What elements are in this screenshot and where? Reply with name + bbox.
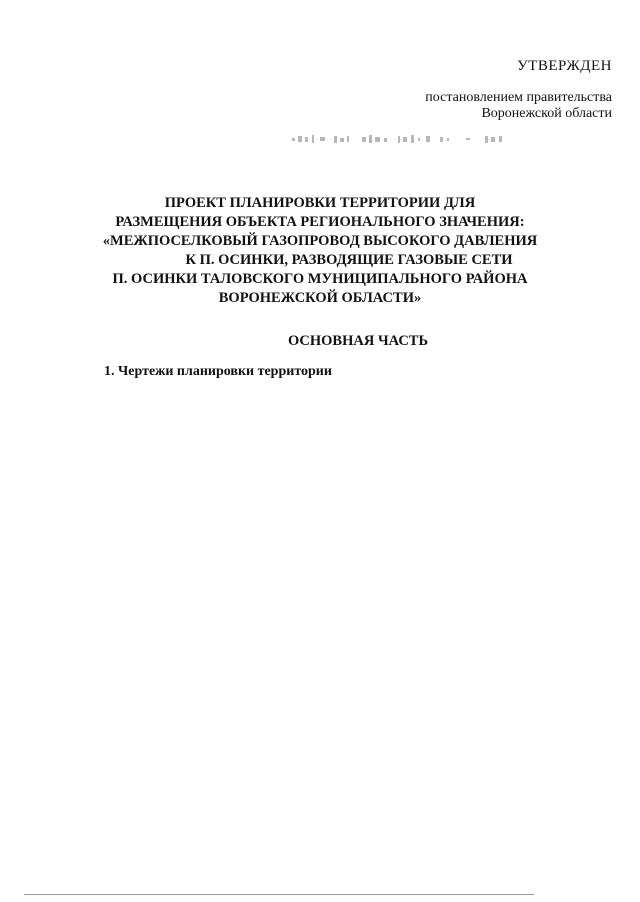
title-line-6: ВОРОНЕЖСКОЙ ОБЛАСТИ» <box>218 290 422 306</box>
title-line-2: РАЗМЕЩЕНИЯ ОБЪЕКТА РЕГИОНАЛЬНОГО ЗНАЧЕНИЯ: <box>115 214 525 230</box>
approval-text-line2: Воронежской области <box>481 106 612 121</box>
bottom-divider <box>24 894 534 895</box>
document-title <box>60 194 580 308</box>
section-heading: ОСНОВНАЯ ЧАСТЬ <box>287 333 429 349</box>
title-line-5: П. ОСИНКИ ТАЛОВСКОГО МУНИЦИПАЛЬНОГО РАЙОНА <box>112 271 528 287</box>
title-line-4: К П. ОСИНКИ, РАЗВОДЯЩИЕ ГАЗОВЫЕ СЕТИ <box>185 252 513 268</box>
list-item: 1. Чертежи планировки территории <box>104 364 332 379</box>
title-line-3: «МЕЖПОСЕЛКОВЫЙ ГАЗОПРОВОД ВЫСОКОГО ДАВЛЕНИЯ <box>102 233 538 249</box>
title-line-1: ПРОЕКТ ПЛАНИРОВКИ ТЕРРИТОРИИ ДЛЯ <box>164 195 476 211</box>
approval-heading: УТВЕРЖДЕН <box>517 58 612 74</box>
approval-text-line1: постановлением правительства <box>425 90 612 105</box>
faded-date-stamp <box>290 131 515 147</box>
